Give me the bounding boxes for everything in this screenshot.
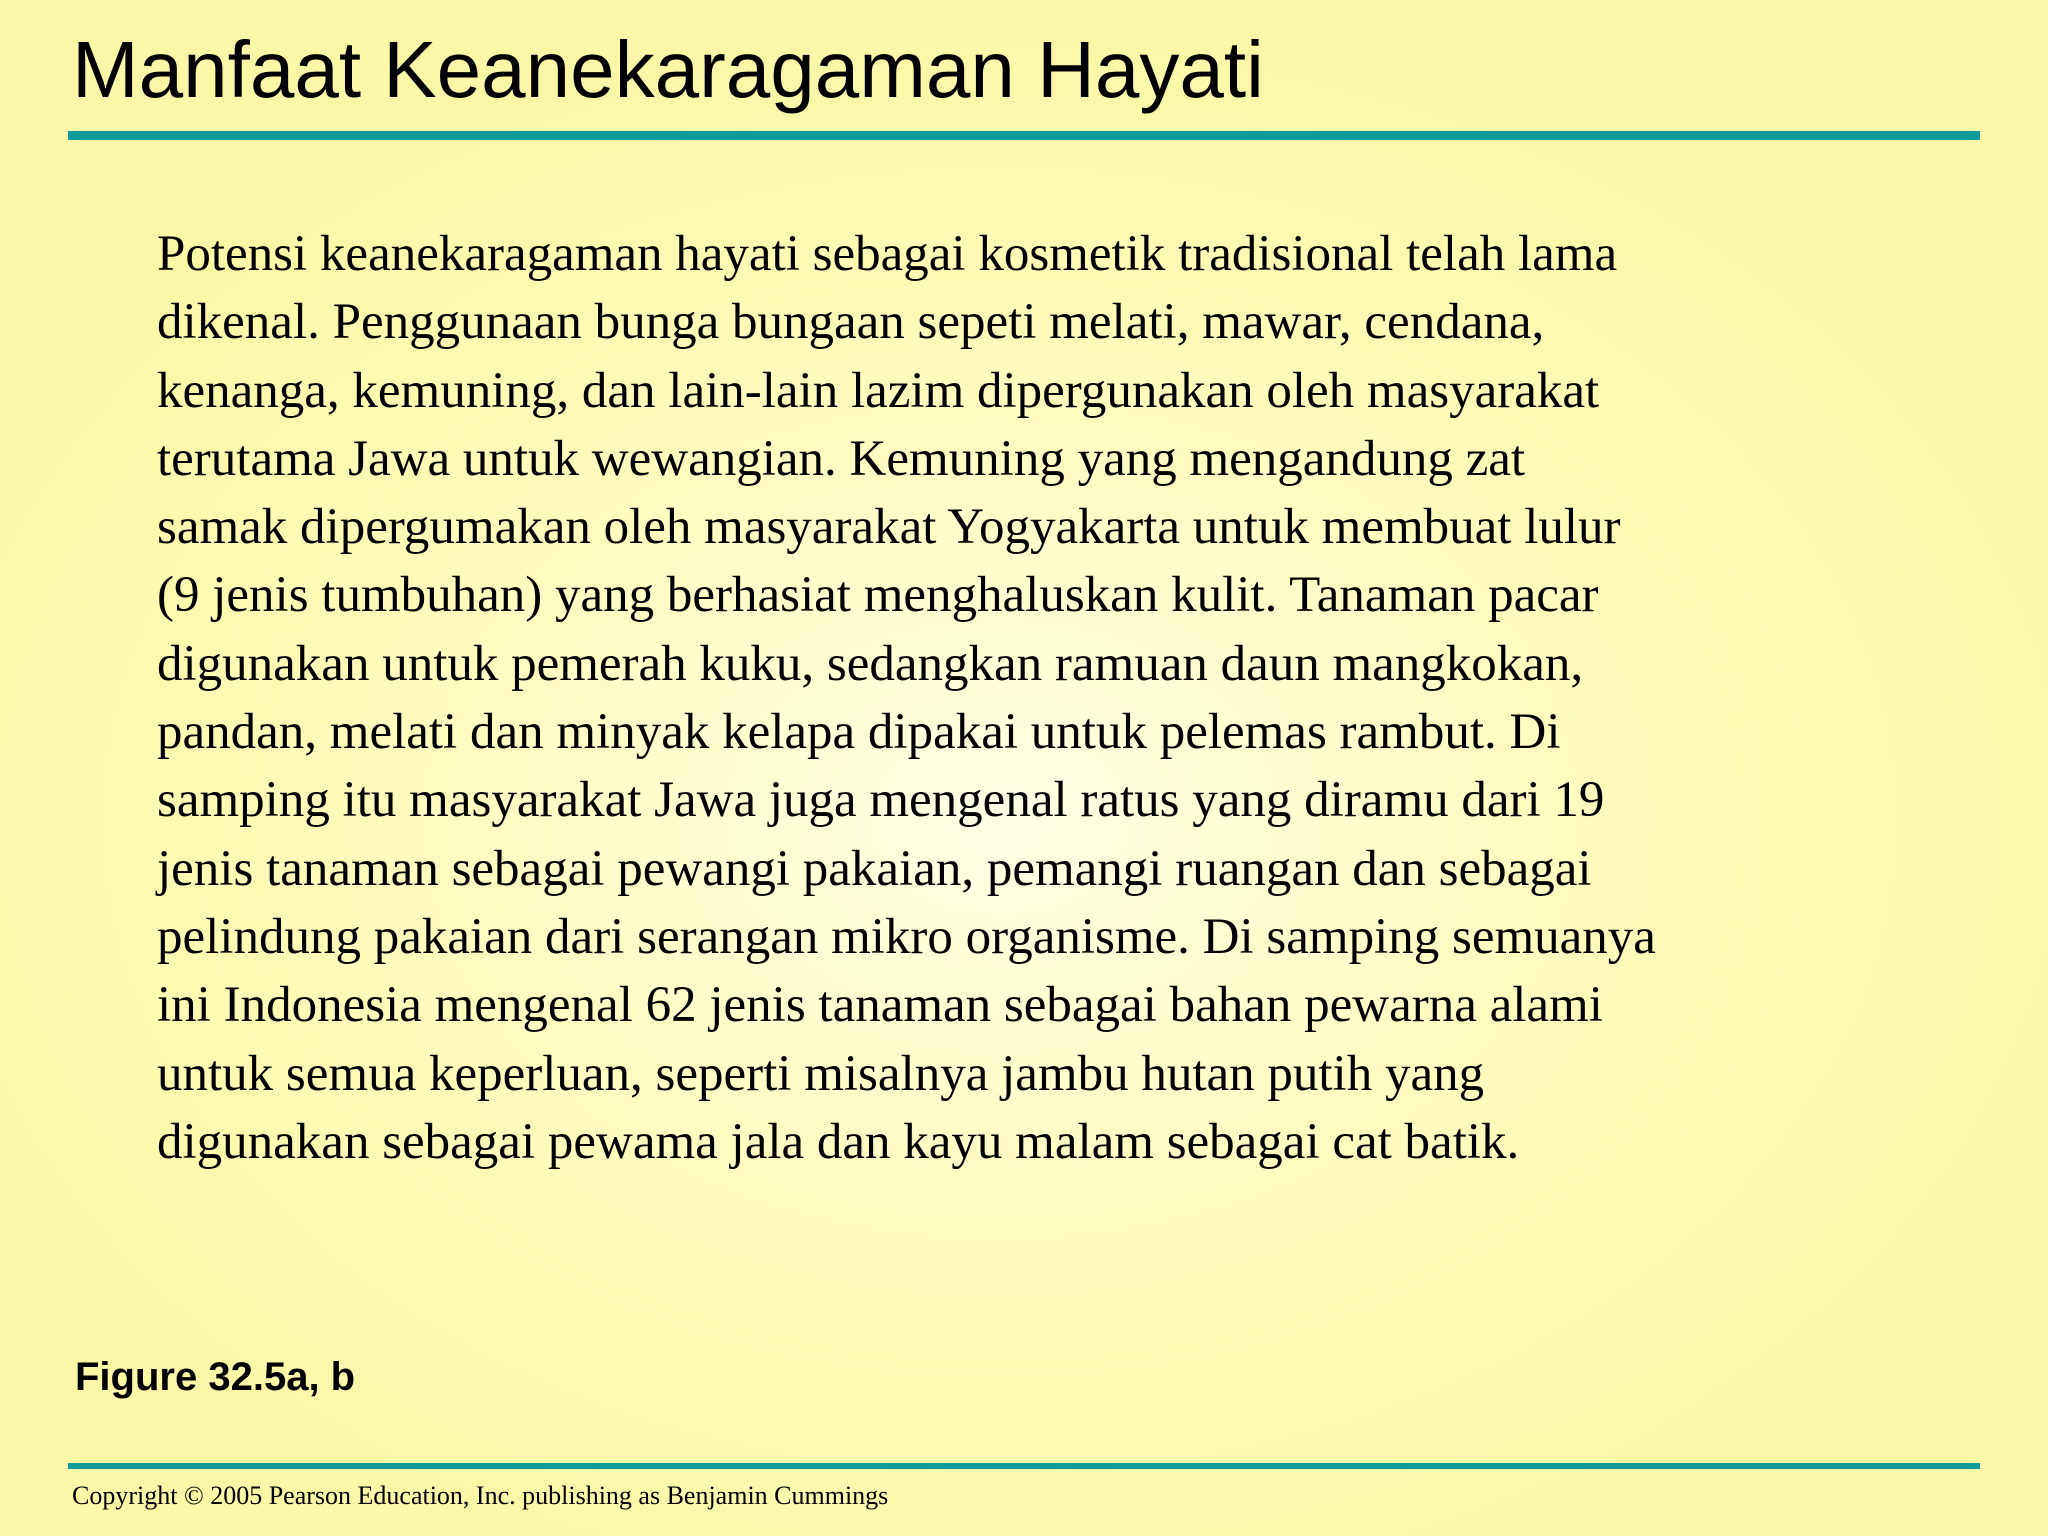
body-line: (9 jenis tumbuhan) yang berhasiat menghaluskan kulit. Tanaman pacar xyxy=(157,567,1599,624)
body-line: digunakan sebagai pewama jala dan kayu malam sebagai cat batik. xyxy=(157,1113,1520,1170)
body-line: terutama Jawa untuk wewangian. Kemuning yang mengandung zat xyxy=(157,430,1526,487)
body-line: digunakan untuk pemerah kuku, sedangkan ramuan daun mangkokan, xyxy=(157,635,1584,692)
body-line: untuk semua keperluan, seperti misalnya jambu hutan putih yang xyxy=(157,1045,1485,1102)
body-line: pandan, melati dan minyak kelapa dipakai untuk pelemas rambut. Di xyxy=(157,704,1561,761)
body-line: jenis tanaman sebagai pewangi pakaian, pemangi ruangan dan sebagai xyxy=(157,840,1592,897)
body-line: Potensi keanekaragaman hayati sebagai kosmetik tradisional telah lama xyxy=(157,226,1618,282)
body-line: dikenal. Penggunaan bunga bungaan sepeti melati, mawar, cendana, xyxy=(157,294,1545,351)
body-paragraph xyxy=(157,220,1877,1176)
title-divider xyxy=(68,131,1980,140)
copyright-notice: Copyright © 2005 Pearson Education, Inc. publishing as Benjamin Cummings xyxy=(72,1481,889,1510)
body-line: ini Indonesia mengenal 62 jenis tanaman sebagai bahan pewarna alami xyxy=(157,977,1603,1034)
body-line: pelindung pakaian dari serangan mikro organisme. Di samping semuanya xyxy=(157,908,1656,965)
body-line: kenanga, kemuning, dan lain-lain lazim dipergunakan oleh masyarakat xyxy=(157,362,1600,419)
figure-label: Figure 32.5a, b xyxy=(75,1355,356,1399)
footer-divider xyxy=(68,1463,1980,1469)
body-line: samping itu masyarakat Jawa juga mengenal ratus yang diramu dari 19 xyxy=(157,772,1605,829)
slide-title: Manfaat Keanekaragaman Hayati xyxy=(72,25,1264,114)
body-line: samak dipergumakan oleh masyarakat Yogyakarta untuk membuat lulur xyxy=(157,499,1621,556)
